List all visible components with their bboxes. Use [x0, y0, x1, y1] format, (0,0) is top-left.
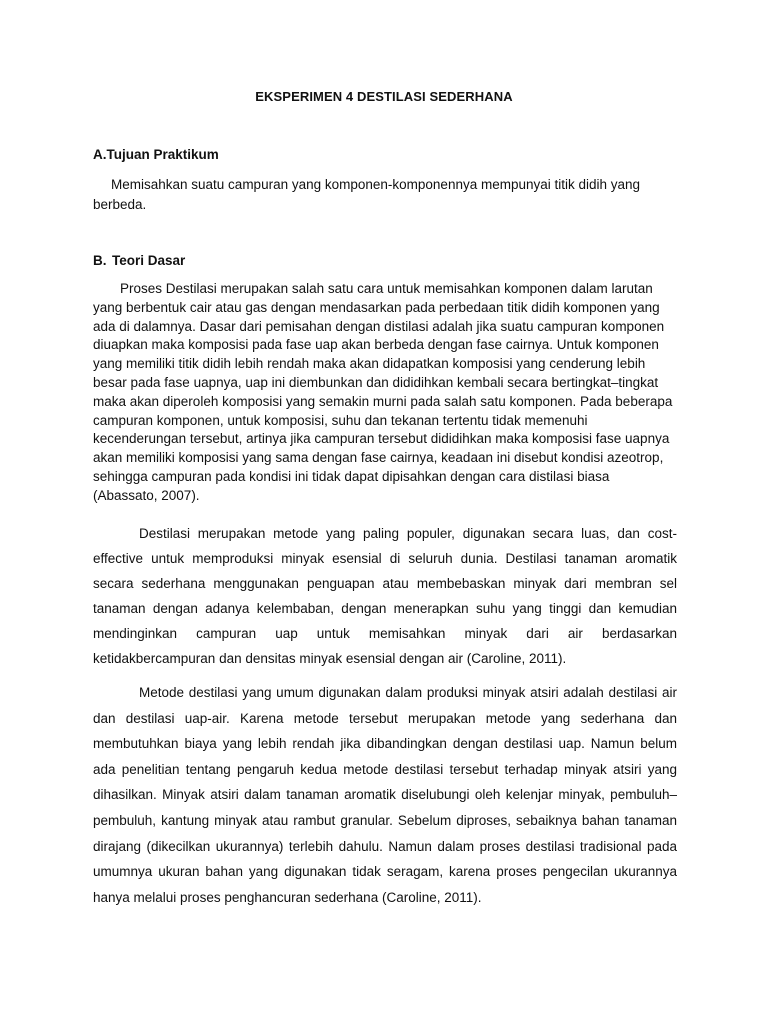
section-a-paragraph: Memisahkan suatu campuran yang komponen-komponennya mempunyai titik didih yang berbeda.	[93, 177, 641, 212]
section-a-heading: A.Tujuan Praktikum	[93, 147, 219, 162]
section-b-paragraph-1: Proses Destilasi merupakan salah satu cara untuk memisahkan komponen dalam larutan yang berbentuk cair atau gas dengan mendasarkan pada perbedaan titik didih komponen yang ada di dalamnya. Dasar dari pemisahan dengan distilasi adalah jika suatu campuran komponen diuapkan maka komposisi pada fase uap akan berbeda dengan fase cairnya. Untuk komponen yang memiliki titik didih lebih rendah maka akan didapatkan komposisi yang cenderung lebih besar pada fase uapnya, uap ini diembunkan dan dididihkan kembali secara bertingkat–tingkat maka akan diperoleh komposisi yang semakin murni pada salah satu komponen. Pada beberapa campuran komponen, untuk komposisi, suhu dan tekanan tertentu tidak memenuhi kecenderungan tersebut, artinya jika campuran tersebut dididihkan maka komposisi fase uapnya akan memiliki komposisi yang sama dengan fase cairnya, keadaan ini disebut kondisi azeotrop, sehingga campuran pada kondisi ini tidak dapat dipisahkan dengan cara distilasi biasa (Abassato, 2007).	[93, 281, 673, 503]
section-b-paragraph-3: Metode destilasi yang umum digunakan dalam produksi minyak atsiri adalah destilasi air dan destilasi uap-air. Karena metode tersebut merupakan metode yang sederhana dan membutuhkan biaya yang lebih rendah jika dibandingkan dengan destilasi uap. Namun belum ada penelitian tentang pengaruh kedua metode destilasi tersebut terhadap minyak atsiri yang dihasilkan. Minyak atsiri dalam tanaman aromatik diselubungi oleh kelenjar minyak, pembuluh–pembuluh, kantung minyak atau rambut granular. Sebelum diproses, sebaiknya bahan tanaman dirajang (dikecilkan ukurannya) terlebih dahulu. Namun dalam proses destilasi tradisional pada umumnya ukuran bahan yang digunakan tidak seragam, karena proses pengecilan ukurannya hanya melalui proses penghancuran sederhana (Caroline, 2011).	[93, 685, 677, 905]
document-title: EKSPERIMEN 4 DESTILASI SEDERHANA	[255, 89, 513, 104]
section-b-title: Teori Dasar	[112, 253, 186, 268]
section-b-heading	[93, 253, 185, 268]
section-b-paragraph-2: Destilasi merupakan metode yang paling populer, digunakan secara luas, dan cost-effective untuk memproduksi minyak esensial di seluruh dunia. Destilasi tanaman aromatik secara sederhana menggunakan penguapan atau membebaskan minyak dari membran sel tanaman dengan adanya kelembaban, dengan menerapkan suhu yang tinggi dan kemudian mendinginkan campuran uap untuk memisahkan minyak dari air berdasarkan ketidakbercampuran dan densitas minyak esensial dengan air (Caroline, 2011).	[93, 526, 677, 666]
section-b-number: B.	[93, 253, 107, 268]
